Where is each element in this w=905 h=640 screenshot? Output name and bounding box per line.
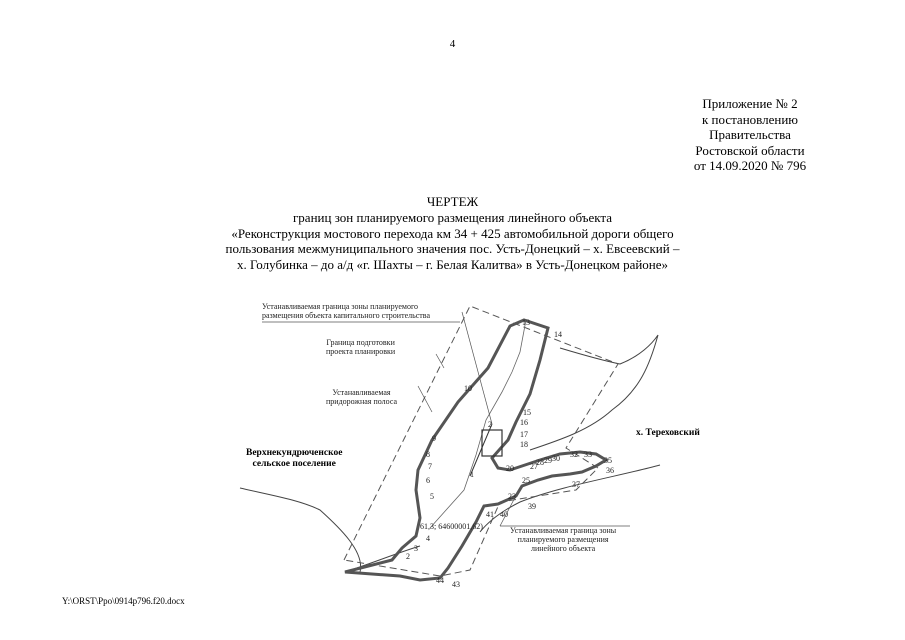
planning-border-legend: [326, 338, 395, 356]
point-label: 5: [430, 492, 434, 501]
bridge-axis: [470, 424, 492, 476]
point-label: 25: [522, 476, 530, 485]
point-label: 6: [426, 476, 430, 485]
legend-line: Устанавливаемая: [332, 388, 391, 397]
point-label: 2: [488, 420, 492, 429]
document-title: [0, 210, 905, 272]
settlement-line: Верхнекундрюченское: [246, 448, 343, 458]
point-label: 15: [523, 408, 531, 417]
point-label: 27: [530, 462, 538, 471]
title-line: границ зон планируемого размещения линейного объекта: [292, 210, 613, 225]
point-label: 1: [470, 470, 474, 479]
point-label: 44: [436, 576, 444, 585]
point-label: 33: [584, 450, 592, 459]
leader-line: [418, 386, 432, 412]
legend-line: Устанавливаемая граница зоны планируемого: [262, 302, 419, 311]
point-label: 16: [520, 418, 528, 427]
point-label: 28: [536, 458, 544, 467]
drawing-canvas: [0, 290, 905, 590]
legend-line: проекта планировки: [326, 347, 396, 356]
file-path-footer: Y:\ORST\Ppo\0914p796.f20.docx: [62, 596, 185, 606]
title-line: «Реконструкция мостового перехода км 34 + 425 автомобильной дороги общего: [231, 225, 674, 241]
document-heading: ЧЕРТЕЖ: [426, 194, 479, 209]
coord-note: 61,3; 64600001,62): [420, 522, 483, 531]
point-label: 41: [486, 510, 494, 519]
capital-zone-legend: [262, 302, 430, 320]
boundary-drawing: [0, 290, 905, 590]
legend-line: планируемого размещения: [517, 535, 609, 544]
point-label: 18: [520, 440, 528, 449]
legend-line: Устанавливаемая граница зоны: [510, 526, 617, 535]
point-label: 14: [554, 330, 562, 339]
point-label: 36: [606, 466, 614, 475]
page-number: 4: [449, 38, 456, 50]
title-line: х. Голубинка – до а/д «г. Шахты – г. Белая Калитва» в Усть-Донецком районе»: [236, 256, 669, 272]
point-label: 40: [500, 510, 508, 519]
point-label: 37: [572, 480, 580, 489]
point-label: 3: [414, 544, 418, 553]
point-label: 9: [432, 434, 436, 443]
right-settlement-label: х. Тереховский: [636, 428, 700, 438]
appendix-line: Ростовской области: [695, 142, 805, 158]
point-label: 29: [544, 456, 552, 465]
appendix-line: Правительства: [709, 127, 791, 142]
point-label: 10: [464, 384, 472, 393]
river-bank-line: [240, 488, 361, 572]
point-label: 17: [520, 430, 528, 439]
point-label: 8: [426, 450, 430, 459]
point-label: 32: [570, 450, 578, 459]
appendix-line: к постановлению: [701, 111, 799, 127]
point-label: 23: [508, 492, 516, 501]
point-label: 43: [452, 580, 460, 589]
point-label: 30: [552, 454, 560, 463]
left-settlement-label: [246, 448, 342, 470]
point-label: 35: [604, 456, 612, 465]
legend-line: придорожная полоса: [326, 397, 398, 406]
point-label: 20: [506, 464, 514, 473]
legend-line: линейного объекта: [530, 544, 596, 553]
roadside-strip-legend: [326, 388, 397, 406]
point-label: 13: [522, 318, 530, 327]
point-label: 4: [426, 534, 430, 543]
settlement-line: сельское поселение: [252, 459, 336, 469]
linear-zone-legend: [510, 526, 616, 553]
legend-line: размещения объекта капитального строительства: [262, 311, 431, 320]
appendix-block: [640, 96, 860, 174]
point-label: 39: [528, 502, 536, 511]
legend-line: Граница подготовки: [326, 338, 395, 347]
point-label: 7: [428, 462, 432, 471]
appendix-line: от 14.09.2020 № 796: [693, 158, 807, 173]
point-label: 2: [406, 552, 410, 561]
appendix-line: Приложение № 2: [702, 96, 798, 111]
title-line: пользования межмуниципального значения пос. Усть-Донецкий – х. Евсеевский –: [225, 241, 680, 256]
